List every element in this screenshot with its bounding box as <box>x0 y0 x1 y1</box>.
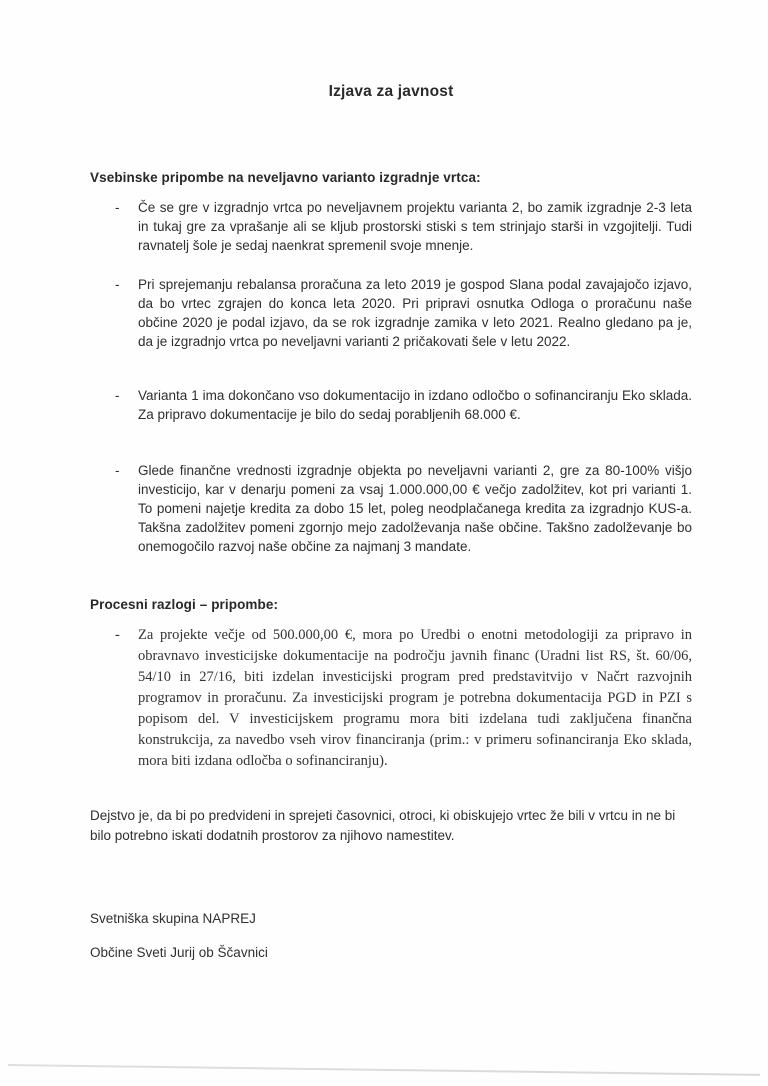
bullet-text: Varianta 1 ima dokončano vso dokumentacijo in izdano odločbo o sofinanciranju Eko sklada. Za pripravo dokumentacije je bilo do sedaj porabljenih 68.000 €. <box>138 388 692 422</box>
signature-line-group: Svetniška skupina NAPREJ <box>90 911 256 926</box>
bullet-text: Pri sprejemanju rebalansa proračuna za leto 2019 je gospod Slana podal zavajajočo izjavo, da bo vrtec zgrajen do konca leta 2020. Pri pripravi osnutka Odloga o proračunu naše občine 2020 je podal izjavo, da se rok izgradnje zamika v leto 2021. Realno gledano pa je, da je izgradnjo vrtca po neveljavni varianti 2 pričakovati šele v letu 2022. <box>138 277 692 349</box>
bullet-dash: - <box>115 200 120 215</box>
bullet-dash: - <box>115 277 120 292</box>
section1-bullet-list <box>90 198 692 556</box>
section1-heading: Vsebinske pripombe na neveljavno varianto izgradnje vrtca: <box>90 170 481 185</box>
section2-heading: Procesni razlogi – pripombe: <box>90 597 279 612</box>
closing-paragraph: Dejstvo je, da bi po predvideni in sprejeti časovnici, otroci, ki obiskujejo vrtec že bili v vrtcu in ne bi bilo potrebno iskati dodatnih prostorov za njihovo namestitev. <box>90 808 676 843</box>
bullet-item <box>90 625 692 772</box>
bullet-text: Za projekte večje od 500.000,00 €, mora po Uredbi o enotni metodologiji za pripravo in obravnavo investicijske dokumentacije na področju javnih financ (Uradni list RS, št. 60/06, 54/10 in 27/16, biti izdelan investicijski program pred predstavitvijo v Načrt razvojnih programov in proračunu. Za investicijski program je potrebna dokumentacija PGD in PZI s popisom del. V investicijskem programu mora biti izdelana tudi zaključena finančna konstrukcija, za navedbo vseh virov financiranja (prim.: v primeru sofinanciranja Eko sklada, mora biti izdana odločba o sofinanciranju). <box>138 627 692 769</box>
bullet-item <box>90 461 692 556</box>
document-title: Izjava za javnost <box>328 83 454 100</box>
scan-artifact-line <box>8 1064 760 1075</box>
bullet-item <box>90 275 692 351</box>
bullet-dash: - <box>115 627 120 643</box>
signature-line-municipality: Občine Sveti Jurij ob Ščavnici <box>90 945 268 960</box>
bullet-dash: - <box>115 388 120 403</box>
bullet-item <box>90 386 692 424</box>
bullet-text: Glede finančne vrednosti izgradnje objekta po neveljavni varianti 2, gre za 80-100% višjo investicijo, kar v denarju pomeni za vsaj 1.000.000,00 € večjo zadolžitev, kot pri varianti 1. To pomeni najetje kredita za dobo 15 let, poleg neodplačanega kredita za izgradnjo KUS-a. Takšna zadolžitev pomeni zgornjo mejo zadolževanja naše občine. Takšno zadolževanje bo onemogočilo razvoj naše občine za najmanj 3 mandate. <box>138 463 692 554</box>
bullet-text: Če se gre v izgradnjo vrtca po neveljavnem projektu varianta 2, bo zamik izgradnje 2-3 leta in tukaj gre za vprašanje ali se kljub prostorski stiski s tem strinjajo starši in vzgojitelji. Tudi ravnatelj šole je sedaj naenkrat spremenil svoje mnenje. <box>138 200 692 253</box>
section2-bullet-list <box>90 625 692 772</box>
bullet-item <box>90 198 692 255</box>
signature-block <box>90 909 692 962</box>
bullet-dash: - <box>115 463 120 478</box>
